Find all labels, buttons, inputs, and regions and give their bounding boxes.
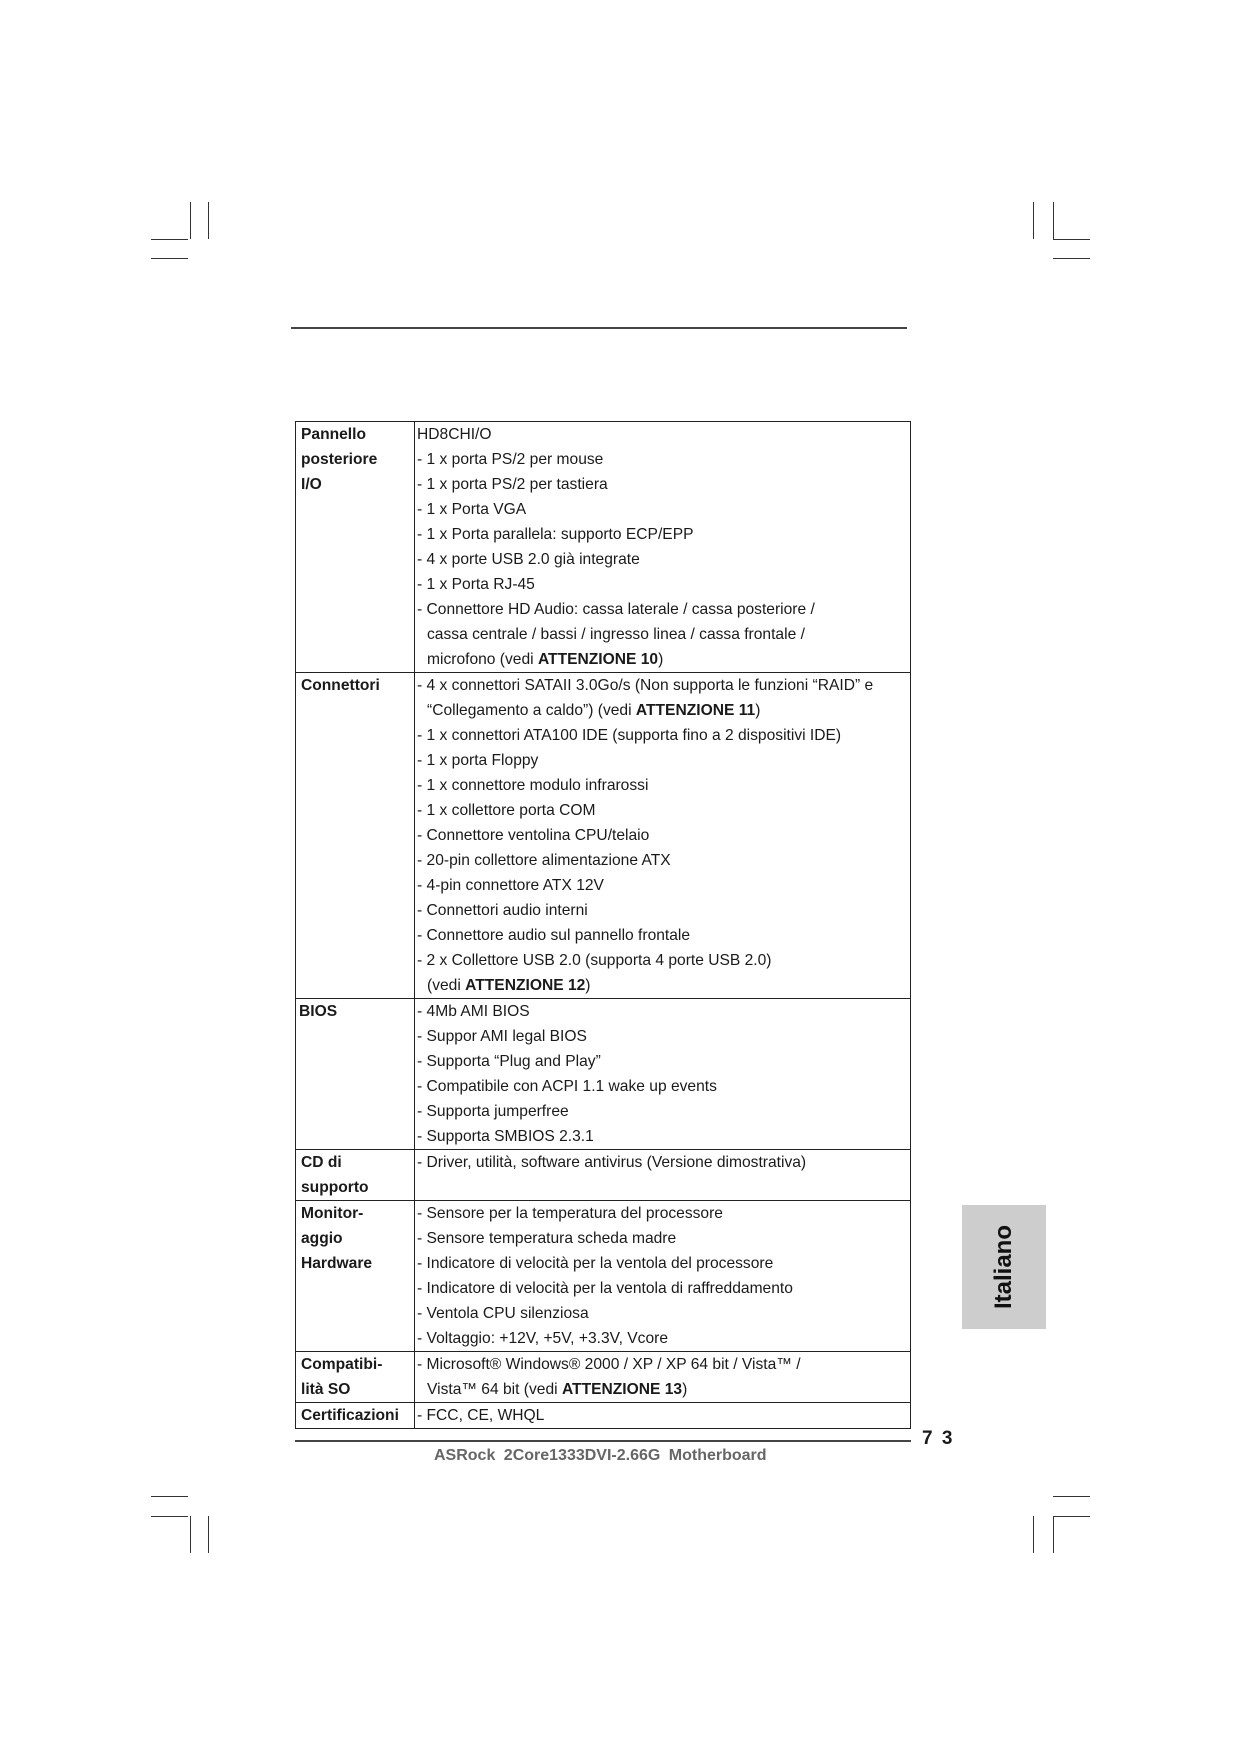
label-line: aggio — [301, 1230, 343, 1247]
value-line: - 20-pin collettore alimentazione ATX — [417, 852, 671, 869]
value-line — [417, 647, 906, 672]
crop-mark — [208, 202, 209, 239]
label-line: Hardware — [301, 1255, 373, 1272]
header-rule — [291, 327, 907, 329]
row-label — [296, 1150, 415, 1201]
row-values — [415, 1150, 911, 1201]
value-line — [417, 698, 906, 723]
value-line: - 4-pin connettore ATX 12V — [417, 877, 604, 894]
text: ) — [682, 1381, 688, 1398]
label-line: CD di — [301, 1154, 342, 1171]
attention-ref: ATTENZIONE 10 — [537, 651, 659, 668]
crop-mark — [190, 202, 191, 239]
label-line: Monitor- — [301, 1205, 364, 1222]
attention-ref: ATTENZIONE 11 — [635, 702, 756, 719]
value-line: - Supporta jumperfree — [417, 1103, 569, 1120]
spec-row-hardware-monitor — [296, 1201, 911, 1352]
value-line: - 2 x Collettore USB 2.0 (supporta 4 porte USB 2.0) — [417, 952, 772, 969]
value-line: - 1 x porta Floppy — [417, 752, 539, 769]
crop-mark — [190, 1516, 191, 1553]
footer-rule — [295, 1440, 911, 1442]
crop-mark — [208, 1516, 209, 1553]
value-line: - Sensore per la temperatura del processore — [417, 1205, 723, 1222]
row-values — [415, 999, 911, 1150]
crop-mark — [151, 239, 188, 240]
value-line: HD8CHI/O — [417, 426, 492, 443]
label-line: Pannello — [301, 426, 366, 443]
label-line: posteriore — [301, 451, 378, 468]
value-line — [417, 1175, 906, 1200]
spec-row-os-compat — [296, 1352, 911, 1403]
value-line: - Connettori audio interni — [417, 902, 588, 919]
value-line: - Driver, utilità, software antivirus (Versione dimostrativa) — [417, 1154, 807, 1171]
value-line: - 1 x Porta RJ-45 — [417, 576, 535, 593]
value-line: - 4Mb AMI BIOS — [417, 1003, 530, 1020]
value-line: - Supporta SMBIOS 2.3.1 — [417, 1128, 594, 1145]
language-tab — [962, 1205, 1046, 1329]
attention-ref: ATTENZIONE 12 — [465, 977, 586, 994]
crop-mark — [1033, 202, 1034, 239]
crop-mark — [1053, 1516, 1090, 1517]
value-line — [417, 973, 906, 998]
crop-mark — [1053, 1516, 1054, 1553]
value-line: - Supporta “Plug and Play” — [417, 1053, 601, 1070]
spec-row-support-cd — [296, 1150, 911, 1201]
crop-mark — [1033, 1516, 1034, 1553]
value-line: - 1 x porta PS/2 per mouse — [417, 451, 604, 468]
value-line: - FCC, CE, WHQL — [417, 1407, 545, 1424]
row-label — [296, 1352, 415, 1403]
crop-mark — [1053, 202, 1054, 239]
text: ) — [658, 651, 664, 668]
crop-mark — [1053, 1496, 1090, 1497]
footer-product: ASRock 2Core1333DVI-2.66G Motherboard — [434, 1447, 767, 1464]
value-line: - Voltaggio: +12V, +5V, +3.3V, Vcore — [417, 1330, 669, 1347]
text: ) — [755, 702, 761, 719]
crop-mark — [151, 258, 188, 259]
label-line: Certificazioni — [301, 1407, 399, 1424]
row-values — [415, 1403, 911, 1429]
row-values — [415, 422, 911, 673]
label-line: Compatibi- — [301, 1356, 383, 1373]
value-line: - 1 x porta PS/2 per tastiera — [417, 476, 608, 493]
label-line: I/O — [301, 476, 322, 493]
row-label — [296, 422, 415, 673]
value-line: - Connettore HD Audio: cassa laterale / cassa posteriore / — [417, 601, 815, 618]
value-line: - Connettore audio sul pannello frontale — [417, 927, 691, 944]
spec-row-bios — [296, 999, 911, 1150]
row-label — [296, 1201, 415, 1352]
label-line: Connettori — [301, 677, 380, 694]
row-values — [415, 1201, 911, 1352]
row-label — [296, 999, 415, 1150]
text: “Collegamento a caldo”) (vedi — [427, 702, 636, 719]
row-label — [296, 1403, 415, 1429]
spec-table — [295, 421, 911, 1429]
text: (vedi — [427, 977, 466, 994]
text: ) — [585, 977, 591, 994]
value-line: - Ventola CPU silenziosa — [417, 1305, 589, 1322]
crop-mark — [1053, 239, 1090, 240]
value-line: - Indicatore di velocità per la ventola del processore — [417, 1255, 774, 1272]
value-line: - 1 x connettore modulo infrarossi — [417, 777, 649, 794]
value-line: - Compatibile con ACPI 1.1 wake up events — [417, 1078, 717, 1095]
value-line: cassa centrale / bassi / ingresso linea / cassa frontale / — [427, 626, 805, 643]
value-line — [417, 1377, 906, 1402]
value-line: - Connettore ventolina CPU/telaio — [417, 827, 650, 844]
row-values — [415, 1352, 911, 1403]
value-line: - 4 x connettori SATAII 3.0Go/s (Non supporta le funzioni “RAID” e — [417, 677, 874, 694]
crop-mark — [1053, 258, 1090, 259]
crop-mark — [151, 1516, 188, 1517]
value-line: - Microsoft® Windows® 2000 / XP / XP 64 bit / Vista™ / — [417, 1356, 801, 1373]
value-line: - 1 x collettore porta COM — [417, 802, 596, 819]
row-label — [296, 673, 415, 999]
value-line: - Suppor AMI legal BIOS — [417, 1028, 587, 1045]
spec-row-connectors — [296, 673, 911, 999]
value-line: - 1 x Porta parallela: supporto ECP/EPP — [417, 526, 694, 543]
text: microfono (vedi — [427, 651, 538, 668]
row-values — [415, 673, 911, 999]
value-line: - Sensore temperatura scheda madre — [417, 1230, 677, 1247]
page-number: 7 3 — [922, 1428, 955, 1449]
label-line: BIOS — [299, 1003, 338, 1020]
text: Vista™ 64 bit (vedi — [427, 1381, 562, 1398]
value-line: - 1 x connettori ATA100 IDE (supporta fino a 2 dispositivi IDE) — [417, 727, 842, 744]
attention-ref: ATTENZIONE 13 — [561, 1381, 683, 1398]
spec-row-io — [296, 422, 911, 673]
spec-row-certifications — [296, 1403, 911, 1429]
value-line: - 4 x porte USB 2.0 già integrate — [417, 551, 640, 568]
crop-mark — [151, 1496, 188, 1497]
language-tab-label: Italiano — [990, 1224, 1017, 1310]
label-line: lità SO — [301, 1381, 351, 1398]
value-line: - Indicatore di velocità per la ventola di raffreddamento — [417, 1280, 793, 1297]
label-line: supporto — [301, 1179, 369, 1196]
value-line: - 1 x Porta VGA — [417, 501, 527, 518]
